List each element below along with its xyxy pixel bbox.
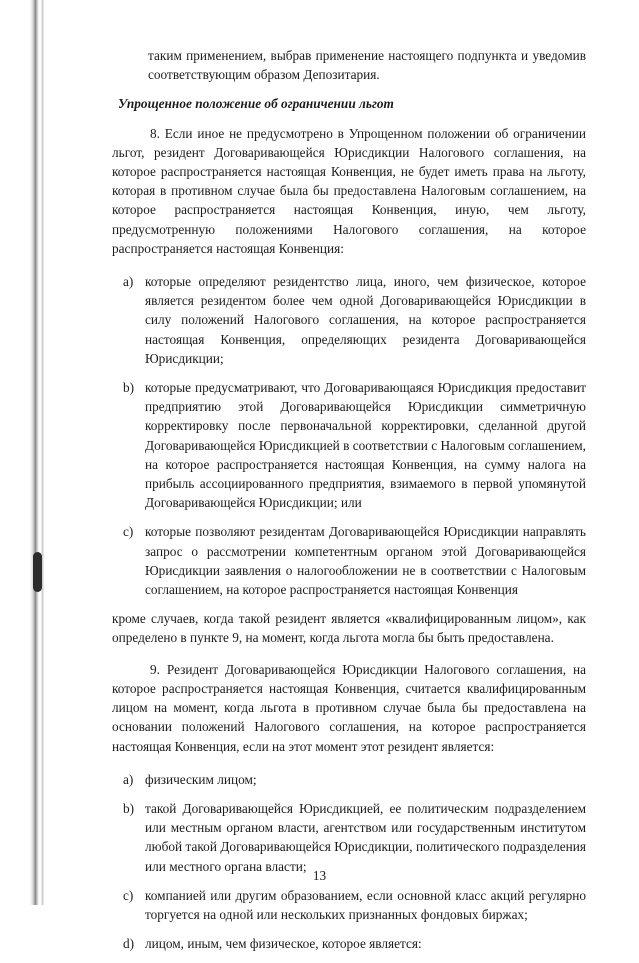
list-item-text: которые предусматривают, что Договаривающаяся Юрисдикция предоставит предприятию этой Договаривающейся Юрисдикции симметричную корректировку после первоначальной корректировки, сделанной другой Договаривающейся Юрисдикцией в соответствии с Налоговым соглашением, на которое распространяется настоящая Конвенция, на сумму налога на прибыль ассоциированного предприятия, взимаемого в первой упомянутой Договаривающейся Юрисдикции; или [145,380,586,511]
scan-shadow-edge-inner [41,0,44,905]
list-marker: b) [123,800,135,816]
list-marker: a) [123,274,134,290]
paragraph-9-list [112,770,586,954]
list-item-text: компанией или другим образованием, если основной класс акций регулярно торгуется на одной или нескольких признанных фондовых биржах; [145,887,586,922]
list-item-9a [112,770,586,789]
list-item-text: которые определяют резидентство лица, иного, чем физическое, которое является резидентом более чем одной Договаривающейся Юрисдикции в силу положений Налогового соглашения, на которое распространяется настоящая Конвенция, определяющих резидента Договаривающейся Юрисдикции; [145,274,586,366]
list-marker: c) [123,887,134,903]
list-item-text: которые позволяют резидентам Договаривающейся Юрисдикции направлять запрос о рассмотрении компетентным органом этой Договаривающейся Юрисдикции заявления о налогообложении не в соответствии с Налоговым соглашением, на которое распространяется настоящая Конвенция [145,524,586,598]
list-marker: b) [123,380,135,396]
binder-hole-mark [33,552,42,592]
list-item-9b [112,799,586,876]
paragraph-8-list [112,272,586,599]
list-item-text: такой Договаривающейся Юрисдикцией, ее политическим подразделением или местным органом власти, агентством или государственным институтом любой такой Договаривающейся Юрисдикции, политического подразделения или местного органа власти; [145,800,586,874]
list-marker: c) [123,524,134,540]
scan-shadow-edge [30,0,39,905]
page-number: 13 [312,868,327,883]
list-item-9d [112,934,586,953]
document-page [112,46,586,963]
list-item-text: лицом, иным, чем физическое, которое является: [145,936,422,952]
paragraph-8: 8. Если иное не предусмотрено в Упрощенном положении об ограничении льгот, резидент Договаривающейся Юрисдикции Налогового соглашения, на которое распространяется настоящая Конвенция, не будет иметь права на льготу, которая в противном случае была бы предоставлена Налоговым соглашением, на которое распространяется настоящая Конвенция, иную, чем льготу, предусмотренную положениями Налогового соглашения, на которое распространяется настоящая Конвенция: [112,125,586,256]
list-item-8b [112,378,586,512]
list-item-8a [112,272,586,368]
list-marker: a) [123,771,134,787]
section-heading: Упрощенное положение об ограничении льгот [118,96,394,112]
list-marker: d) [123,936,135,952]
paragraph-9: 9. Резидент Договаривающейся Юрисдикции Налогового соглашения, на которое распространяется настоящая Конвенция, считается квалифицированным лицом на момент, когда льгота в противном случае была бы предоставлена на основании положений Налогового соглашения, на которое распространяется настоящая Конвенция, если на этот момент этот резидент является: [112,661,586,754]
paragraph-8-tail: кроме случаев, когда такой резидент является «квалифицированным лицом», как определено в пункте 9, на момент, когда льгота могла бы быть предоставлена. [112,611,586,646]
list-item-8c [112,522,586,599]
continuation-paragraph: таким применением, выбрав применение настоящего подпункта и уведомив соответствующим образом Депозитария. [148,48,586,83]
list-item-text: физическим лицом; [145,771,257,787]
